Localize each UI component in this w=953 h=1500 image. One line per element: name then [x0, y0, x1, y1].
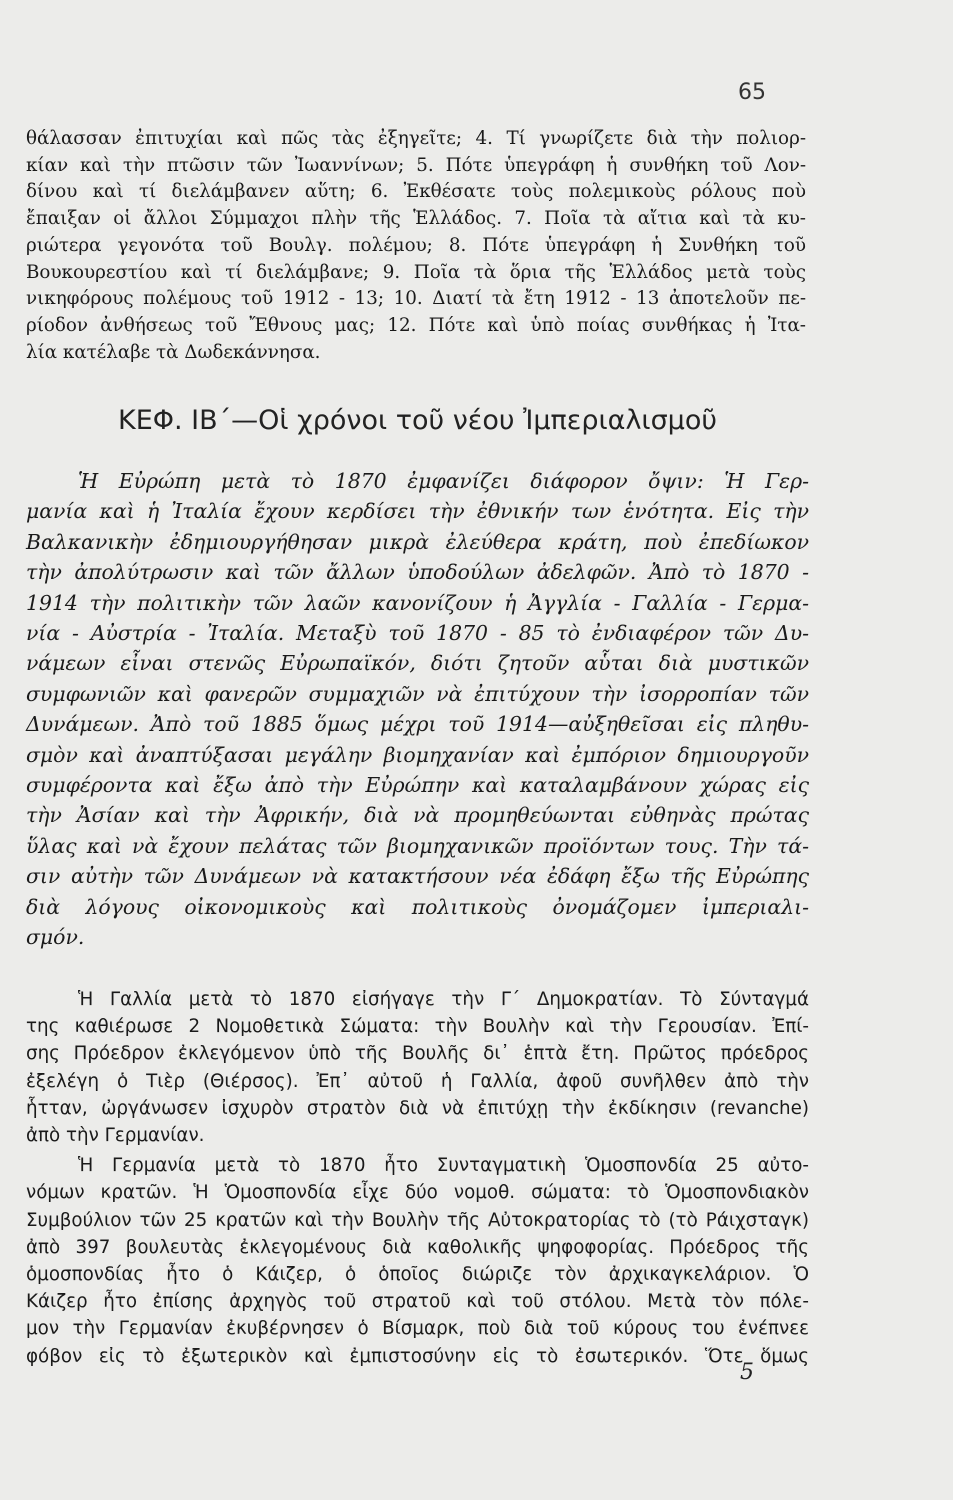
text-line: νόμων κρατῶν. Ἡ Ὁμοσπονδία εἶχε δύο νομοθ. σώματα: τὸ Ὁμοσπονδιακὸν: [26, 1182, 809, 1204]
text-line: νία - Αὐστρία - Ἰταλία. Μεταξὺ τοῦ 1870 - 85 τὸ ἐνδιαφέρον τῶν Δυ-: [26, 621, 809, 646]
text-line: σης Πρόεδρον ἐκλεγόμενον ὑπὸ τῆς Βουλῆς δι᾽ ἑπτὰ ἔτη. Πρῶτος πρόεδρος: [26, 1043, 809, 1065]
text-line: Δυνάμεων. Ἀπὸ τοῦ 1885 ὅμως μέχρι τοῦ 1914—αὐξηθεῖσαι εἰς πληθυ-: [26, 712, 809, 737]
text-line: συμφωνιῶν καὶ φανερῶν συμμαχιῶν νὰ ἐπιτύχουν τὴν ἰσορροπίαν τῶν: [26, 681, 809, 706]
text-line: σμόν.: [26, 925, 85, 950]
page-number: 65: [738, 80, 766, 105]
text-line: Βουκουρεστίου καὶ τί διελάμβανε; 9. Ποῖα τὰ ὅρια τῆς Ἑλλάδος μετὰ τοὺς: [26, 261, 806, 283]
chapter-heading: ΚΕΦ. ΙΒ΄—Οἱ χρόνοι τοῦ νέου Ἰμπεριαλισμοῦ: [118, 405, 717, 436]
europe-section: [26, 466, 809, 953]
text-line: 1914 τὴν πολιτικὴν τῶν λαῶν κανονίζουν ἡ Ἀγγλία - Γαλλία - Γερμα-: [26, 590, 809, 615]
text-line: συμφέροντα καὶ ἔξω ἀπὸ τὴν Εὐρώπην καὶ καταλαμβάνουν χώρας εἰς: [26, 773, 809, 798]
text-line: θάλασσαν ἐπιτυχίαι καὶ πῶς τὰς ἐξηγεῖτε; 4. Τί γνωρίζετε διὰ τὴν πολιορ-: [26, 128, 806, 149]
signature-mark: 5: [740, 1360, 754, 1385]
text-line: νικηφόρους πολέμους τοῦ 1912 - 13; 10. Διατί τὰ ἔτη 1912 - 13 ἀποτελοῦν πε-: [26, 288, 806, 310]
review-questions: [26, 126, 806, 366]
text-line: ἀπὸ 397 βουλευτὰς ἐκλεγομένους διὰ καθολικῆς ψηφοφορίας. Πρόεδρος τῆς: [26, 1236, 809, 1258]
text-line: τὴν Ἀσίαν καὶ τὴν Ἀφρικήν, διὰ νὰ προμηθεύωνται εὐθηνὰς πρώτας: [26, 803, 809, 828]
text-line: Κάιζερ ἦτο ἐπίσης ἀρχηγὸς τοῦ στρατοῦ καὶ τοῦ στόλου. Μετὰ τὸν πόλε-: [26, 1291, 809, 1313]
text-line: ἀπὸ τὴν Γερμανίαν.: [26, 1125, 205, 1147]
text-line: ρίοδον ἀνθήσεως τοῦ Ἔθνους μας; 12. Πότε καὶ ὑπὸ ποίας συνθήκας ἡ Ἰτα-: [26, 314, 806, 336]
text-line: κίαν καὶ τὴν πτῶσιν τῶν Ἰωαννίνων; 5. Πότε ὑπεγράφη ἡ συνθήκη τοῦ Λον-: [26, 154, 806, 176]
text-line: λία κατέλαβε τὰ Δωδεκάννησα.: [26, 341, 321, 363]
text-line: της καθιέρωσε 2 Νομοθετικὰ Σώματα: τὴν Βουλὴν καὶ τὴν Γερουσίαν. Ἐπί-: [26, 1016, 809, 1038]
text-line: σμὸν καὶ ἀναπτύξασαι μεγάλην βιομηχανίαν καὶ ἐμπόριον δημιουργοῦν: [26, 742, 809, 767]
text-line: Συμβούλιον τῶν 25 κρατῶν καὶ τὴν Βουλὴν τῆς Αὐτοκρατορίας τὸ (τὸ Ράιχσταγκ): [26, 1209, 809, 1231]
text-line: σιν αὐτὴν τῶν Δυνάμεων νὰ κατακτήσουν νέα ἐδάφη ἔξω τῆς Εὐρώπης: [26, 864, 809, 889]
text-line: Ἡ Γαλλία μετὰ τὸ 1870 εἰσήγαγε τὴν Γ΄ Δημοκρατίαν. Τὸ Σύνταγμά: [78, 989, 809, 1010]
text-line: ριώτερα γεγονότα τοῦ Βουλγ. πολέμου; 8. Πότε ὑπεγράφη ἡ Συνθήκη τοῦ: [26, 234, 806, 256]
text-line: τὴν ἀπολύτρωσιν καὶ τῶν ἄλλων ὑποδούλων ἀδελφῶν. Ἀπὸ τὸ 1870 -: [26, 560, 809, 585]
text-line: Ἡ Εὐρώπη μετὰ τὸ 1870 ἐμφανίζει διάφορον ὄψιν: Ἡ Γερ-: [78, 469, 809, 493]
text-line: Βαλκανικὴν ἐδημιουργήθησαν μικρὰ ἐλεύθερα κράτη, ποὺ ἐπεδίωκον: [26, 529, 809, 554]
text-line: ὕλας καὶ νὰ ἔχουν πελάτας τῶν βιομηχανικῶν προϊόντων τους. Τὴν τά-: [26, 833, 809, 858]
text-line: μον τὴν Γερμανίαν ἐκυβέρνησεν ὁ Βίσμαρκ, ποὺ διὰ τοῦ κύρους του ἐνέπνεε: [26, 1318, 809, 1340]
text-line: δίνου καὶ τί διελάμβανεν αὕτη; 6. Ἐκθέσατε τοὺς πολεμικοὺς ρόλους ποὺ: [26, 181, 806, 203]
text-line: διὰ λόγους οἰκονομικοὺς καὶ πολιτικοὺς ὀνομάζομεν ἰμπεριαλι-: [26, 894, 809, 919]
text-line: ὁμοσπονδίας ἦτο ὁ Κάιζερ, ὁ ὁποῖος διώριζε τὸν ἀρχικαγκελάριον. Ὁ: [26, 1264, 809, 1286]
text-line: φόβον εἰς τὸ ἐξωτερικὸν καὶ ἐμπιστοσύνην εἰς τὸ ἐσωτερικόν. Ὅτε ὅμως: [26, 1345, 809, 1367]
text-line: μανία καὶ ἡ Ἰταλία ἔχουν κερδίσει τὴν ἐθνικήν των ἑνότητα. Εἰς τὴν: [26, 499, 809, 524]
text-line: ἔπαιξαν οἱ ἄλλοι Σύμμαχοι πλὴν τῆς Ἑλλάδος. 7. Ποῖα τὰ αἴτια καὶ τὰ κυ-: [26, 208, 806, 230]
text-line: νάμεων εἶναι στενῶς Εὐρωπαϊκόν, διότι ζητοῦν αὗται διὰ μυστικῶν: [26, 651, 809, 676]
text-line: ἧτταν, ὠργάνωσεν ἰσχυρὸν στρατὸν διὰ νὰ ἐπιτύχῃ τὴν ἐκδίκησιν (revanche): [26, 1097, 809, 1119]
text-line: Ἡ Γερμανία μετὰ τὸ 1870 ἦτο Συνταγματικὴ Ὁμοσπονδία 25 αὐτο-: [78, 1155, 809, 1177]
france-germany-section: [26, 986, 809, 1370]
text-line: ἐξελέγη ὁ Τιὲρ (Θιέρσος). Ἐπ᾽ αὐτοῦ ἡ Γαλλία, ἀφοῦ συνῆλθεν ἀπὸ τὴν: [26, 1070, 809, 1092]
